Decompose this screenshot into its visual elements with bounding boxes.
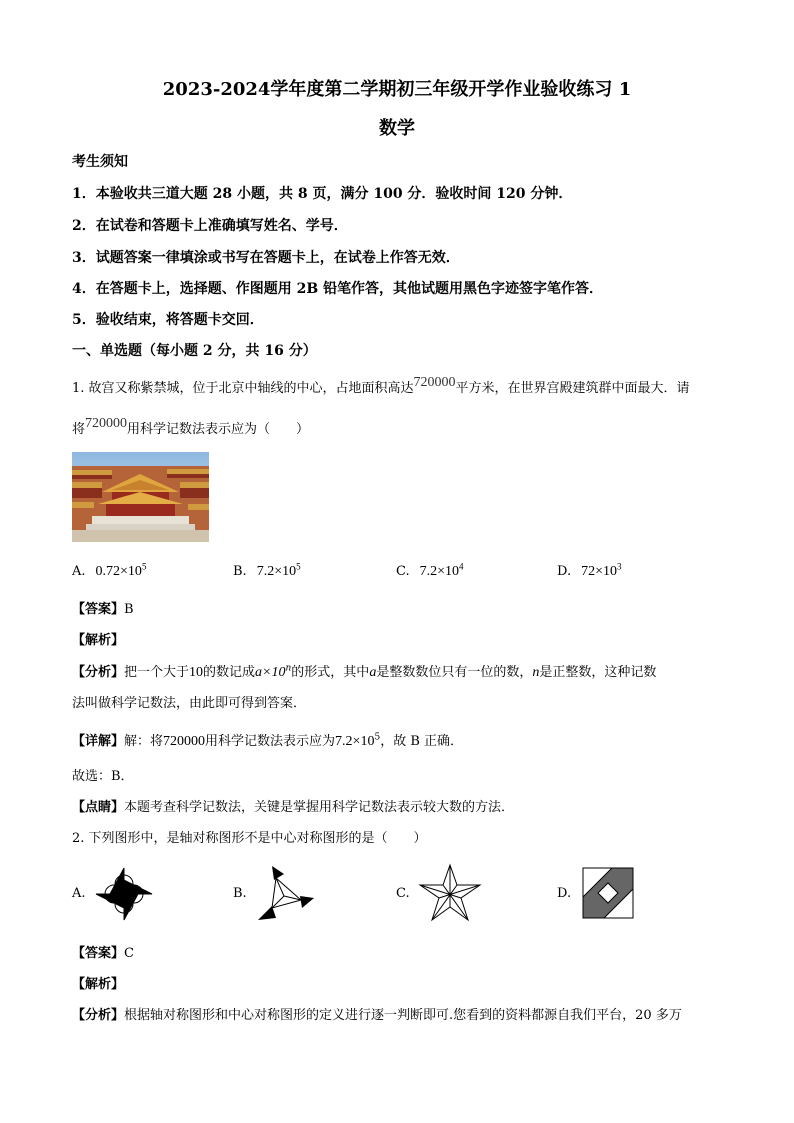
notice-item-4: 4．在答题卡上，选择题、作图题用 2B 铅笔作答，其他试题用黑色字迹签字笔作答．: [72, 281, 604, 297]
text: 的数记成: [203, 665, 256, 680]
text: 用科学记数法表示应为: [205, 734, 336, 749]
square-pattern-figure: [582, 867, 634, 919]
answer-tag: 【答案】: [72, 946, 125, 961]
dianjing-tag: 【点睛】: [72, 800, 125, 815]
q1-text-prefix: 将: [72, 422, 86, 437]
fenxi-tag: 【分析】: [72, 665, 125, 680]
triple-triangle-figure: [254, 864, 318, 924]
pinwheel-figure: [94, 866, 154, 922]
option-value: 72×10: [581, 564, 617, 579]
forbidden-city-photo: [72, 452, 209, 542]
answer-tag: 【答案】: [72, 602, 125, 617]
option-exponent: 3: [617, 561, 622, 572]
math-exponent: 5: [374, 732, 381, 743]
notice-item-3: 3．试题答案一律填涂或书写在答题卡上，在试卷上作答无效．: [72, 250, 460, 266]
q1-option-b[interactable]: [233, 561, 301, 580]
text: 是整数数位只有一位的数，: [376, 665, 533, 680]
q1-question-end: 用科学记数法表示应为（ ）: [127, 422, 310, 437]
q1-dianjing-line: [72, 796, 514, 815]
notice-item-1: 1．本验收共三道大题 28 小题，共 8 页，满分 100 分．验收时间 120 分钟．: [72, 186, 573, 202]
math: 10: [189, 665, 204, 680]
option-label: A.: [72, 564, 86, 579]
section-heading: 一、单选题（每小题 2 分，共 16 分）: [72, 343, 317, 359]
text: 是正整数，这种记数: [539, 665, 657, 680]
option-value: 0.72×10: [95, 564, 142, 579]
xiangjie-tag: 【详解】: [72, 734, 125, 749]
math: a×10: [255, 665, 286, 680]
five-point-star-figure: [418, 863, 482, 923]
q1-number-2: 720000: [85, 416, 128, 431]
notice-heading: 考生须知: [72, 154, 128, 170]
q2-analysis-tag: 【解析】: [72, 977, 125, 992]
notice-item-5: 5．验收结束，将答题卡交回．: [72, 312, 264, 328]
q1-option-d[interactable]: [557, 561, 622, 580]
math: 720000: [163, 734, 206, 749]
page-title: 2023-2024学年度第二学期初三年级开学作业验收练习 1: [162, 79, 632, 100]
answer-value: C: [124, 946, 134, 961]
q2-option-a[interactable]: [72, 886, 86, 901]
option-exponent: 5: [141, 561, 147, 572]
option-label: D.: [557, 886, 572, 901]
q1-fenxi-line-1: [72, 661, 656, 681]
dianjing-text: 本题考查科学记数法，关键是掌握用科学记数法表示较大数的方法．: [124, 800, 515, 815]
q1-answer-line: [72, 598, 134, 617]
option-value: 7.2×10: [256, 564, 297, 579]
subject-title: 数学: [379, 118, 415, 139]
option-label: B.: [233, 564, 247, 579]
q1-fenxi-line-2: 法叫做科学记数法，由此即可得到答案．: [72, 696, 307, 711]
option-exponent: 4: [459, 561, 464, 572]
q1-choose: 故选：B．: [72, 769, 134, 784]
q1-line-1: [72, 377, 690, 397]
math: n: [532, 665, 540, 680]
fenxi-tag: 【分析】: [72, 1008, 125, 1023]
math: 7.2×10: [335, 734, 375, 749]
q1-text: 1. 故宫又称紫禁城，位于北京中轴线的中心，占地面积高达: [72, 381, 414, 396]
q1-xiangjie-line: [72, 730, 463, 750]
option-label: B.: [233, 886, 247, 901]
option-label: D.: [557, 564, 572, 579]
math-exponent: n: [285, 663, 292, 674]
math: a: [369, 665, 377, 680]
q2-option-d[interactable]: [557, 886, 571, 901]
option-exponent: 5: [296, 561, 301, 572]
q2-option-b[interactable]: [233, 886, 247, 901]
q1-option-c[interactable]: [396, 561, 464, 580]
option-label: C.: [396, 886, 410, 901]
q2-answer-line: [72, 942, 134, 961]
option-label: A.: [72, 886, 86, 901]
option-label: C.: [396, 564, 410, 579]
q1-number: 720000: [413, 375, 456, 390]
q1-text-cont: 平方米，在世界宫殿建筑群中面最大．请: [455, 381, 690, 396]
q2-question: 2. 下列图形中，是轴对称图形不是中心对称图形的是（ ）: [72, 831, 427, 846]
option-value: 7.2×10: [419, 564, 460, 579]
fenxi-text: 根据轴对称图形和中心对称图形的定义进行逐一判断即可.您看到的资料都源自我们平台，20 多万: [124, 1008, 682, 1023]
q1-option-a[interactable]: [72, 561, 147, 580]
text: 解：将: [124, 734, 164, 749]
q1-analysis-tag: 【解析】: [72, 633, 125, 648]
answer-value: B: [124, 602, 134, 617]
q1-line-2: [72, 418, 309, 438]
q2-fenxi-line: [72, 1004, 682, 1023]
text: 的形式，其中: [291, 665, 370, 680]
notice-item-2: 2．在试卷和答题卡上准确填写姓名、学号．: [72, 218, 348, 234]
text: 把一个大于: [124, 665, 190, 680]
q2-option-c[interactable]: [396, 886, 410, 901]
text: ，故 B 正确．: [380, 734, 464, 749]
